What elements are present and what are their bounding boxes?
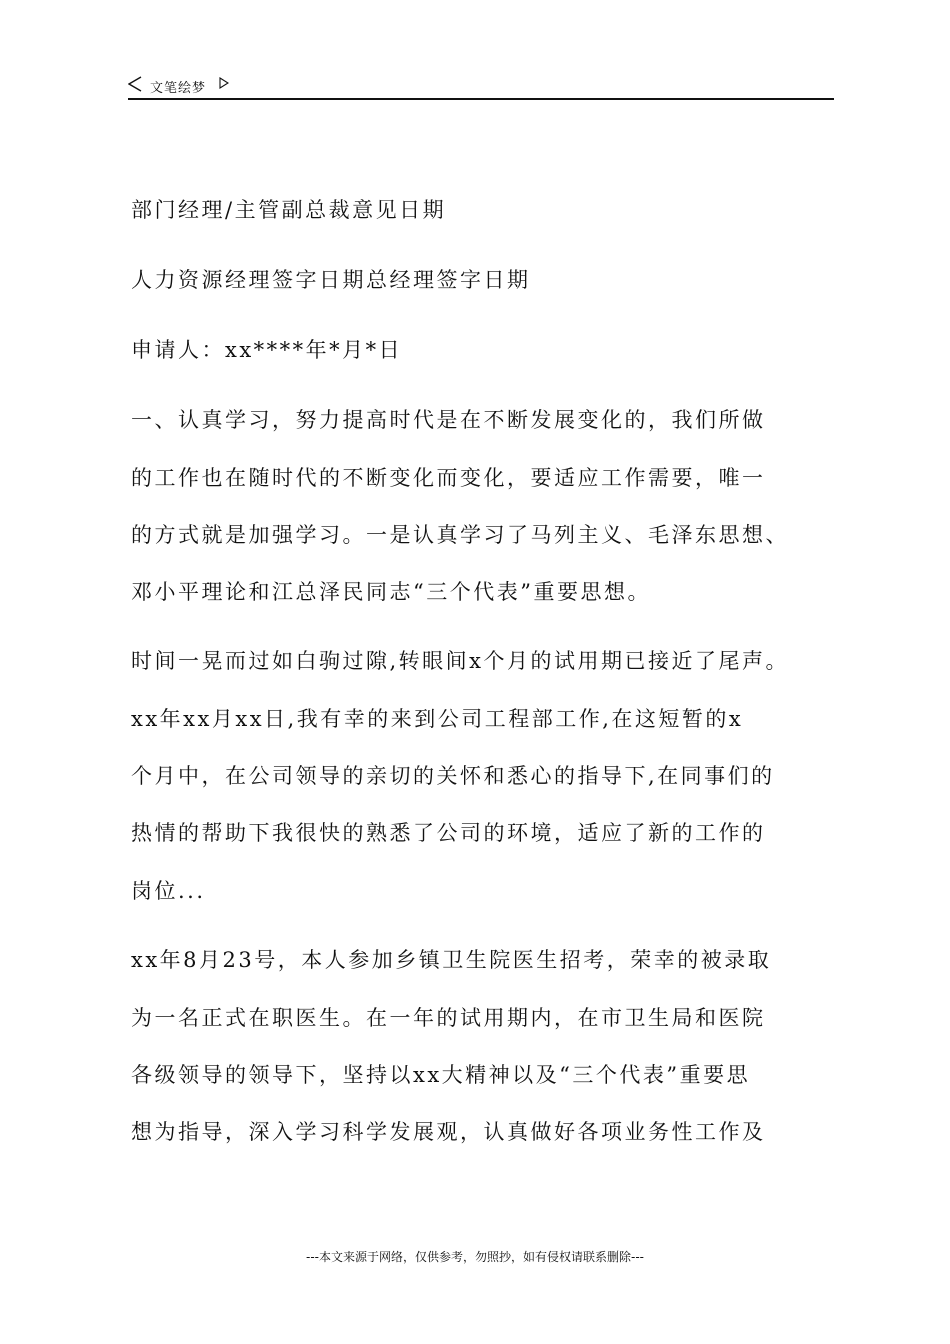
body-line: 热情的帮助下我很快的熟悉了公司的环境，适应了新的工作的 [131,821,766,845]
triangle-left-icon [128,76,142,92]
body-line: 为一名正式在职医生。在一年的试用期内，在市卫生局和医院 [131,1006,766,1030]
body-line: 部门经理/主管副总裁意见日期 [131,198,447,222]
body-line: 时间一晃而过如白驹过隙,转眼间x个月的试用期已接近了尾声。 [131,649,790,673]
body-line: xx年xx月xx日,我有幸的来到公司工程部工作,在这短暂的x [131,707,744,731]
body-line: 申请人：xx****年*月*日 [131,338,403,362]
body-line: 一、认真学习，努力提高时代是在不断发展变化的，我们所做 [131,408,766,432]
body-line: 岗位... [131,879,206,903]
header-divider [128,98,834,100]
body-line: 个月中，在公司领导的亲切的关怀和悉心的指导下,在同事们的 [131,764,775,788]
footer-disclaimer: ---本文来源于网络，仅供参考，勿照抄，如有侵权请联系删除--- [306,1250,644,1264]
body-line: 各级领导的领导下，坚持以xx大精神以及“三个代表”重要思 [131,1063,751,1087]
body-line: xx年8月23号，本人参加乡镇卫生院医生招考，荣幸的被录取 [131,948,772,972]
body-line: 邓小平理论和江总泽民同志“三个代表”重要思想。 [131,580,651,604]
header-title: 文笔绘梦 [150,81,207,96]
page-header [128,74,834,100]
body-line: 人力资源经理签字日期总经理签字日期 [131,268,531,292]
body-line: 想为指导，深入学习科学发展观，认真做好各项业务性工作及 [131,1120,766,1144]
body-line: 的工作也在随时代的不断变化而变化，要适应工作需要，唯一 [131,466,766,490]
body-line: 的方式就是加强学习。一是认真学习了马列主义、毛泽东思想、 [131,523,789,547]
triangle-right-icon [219,77,229,89]
